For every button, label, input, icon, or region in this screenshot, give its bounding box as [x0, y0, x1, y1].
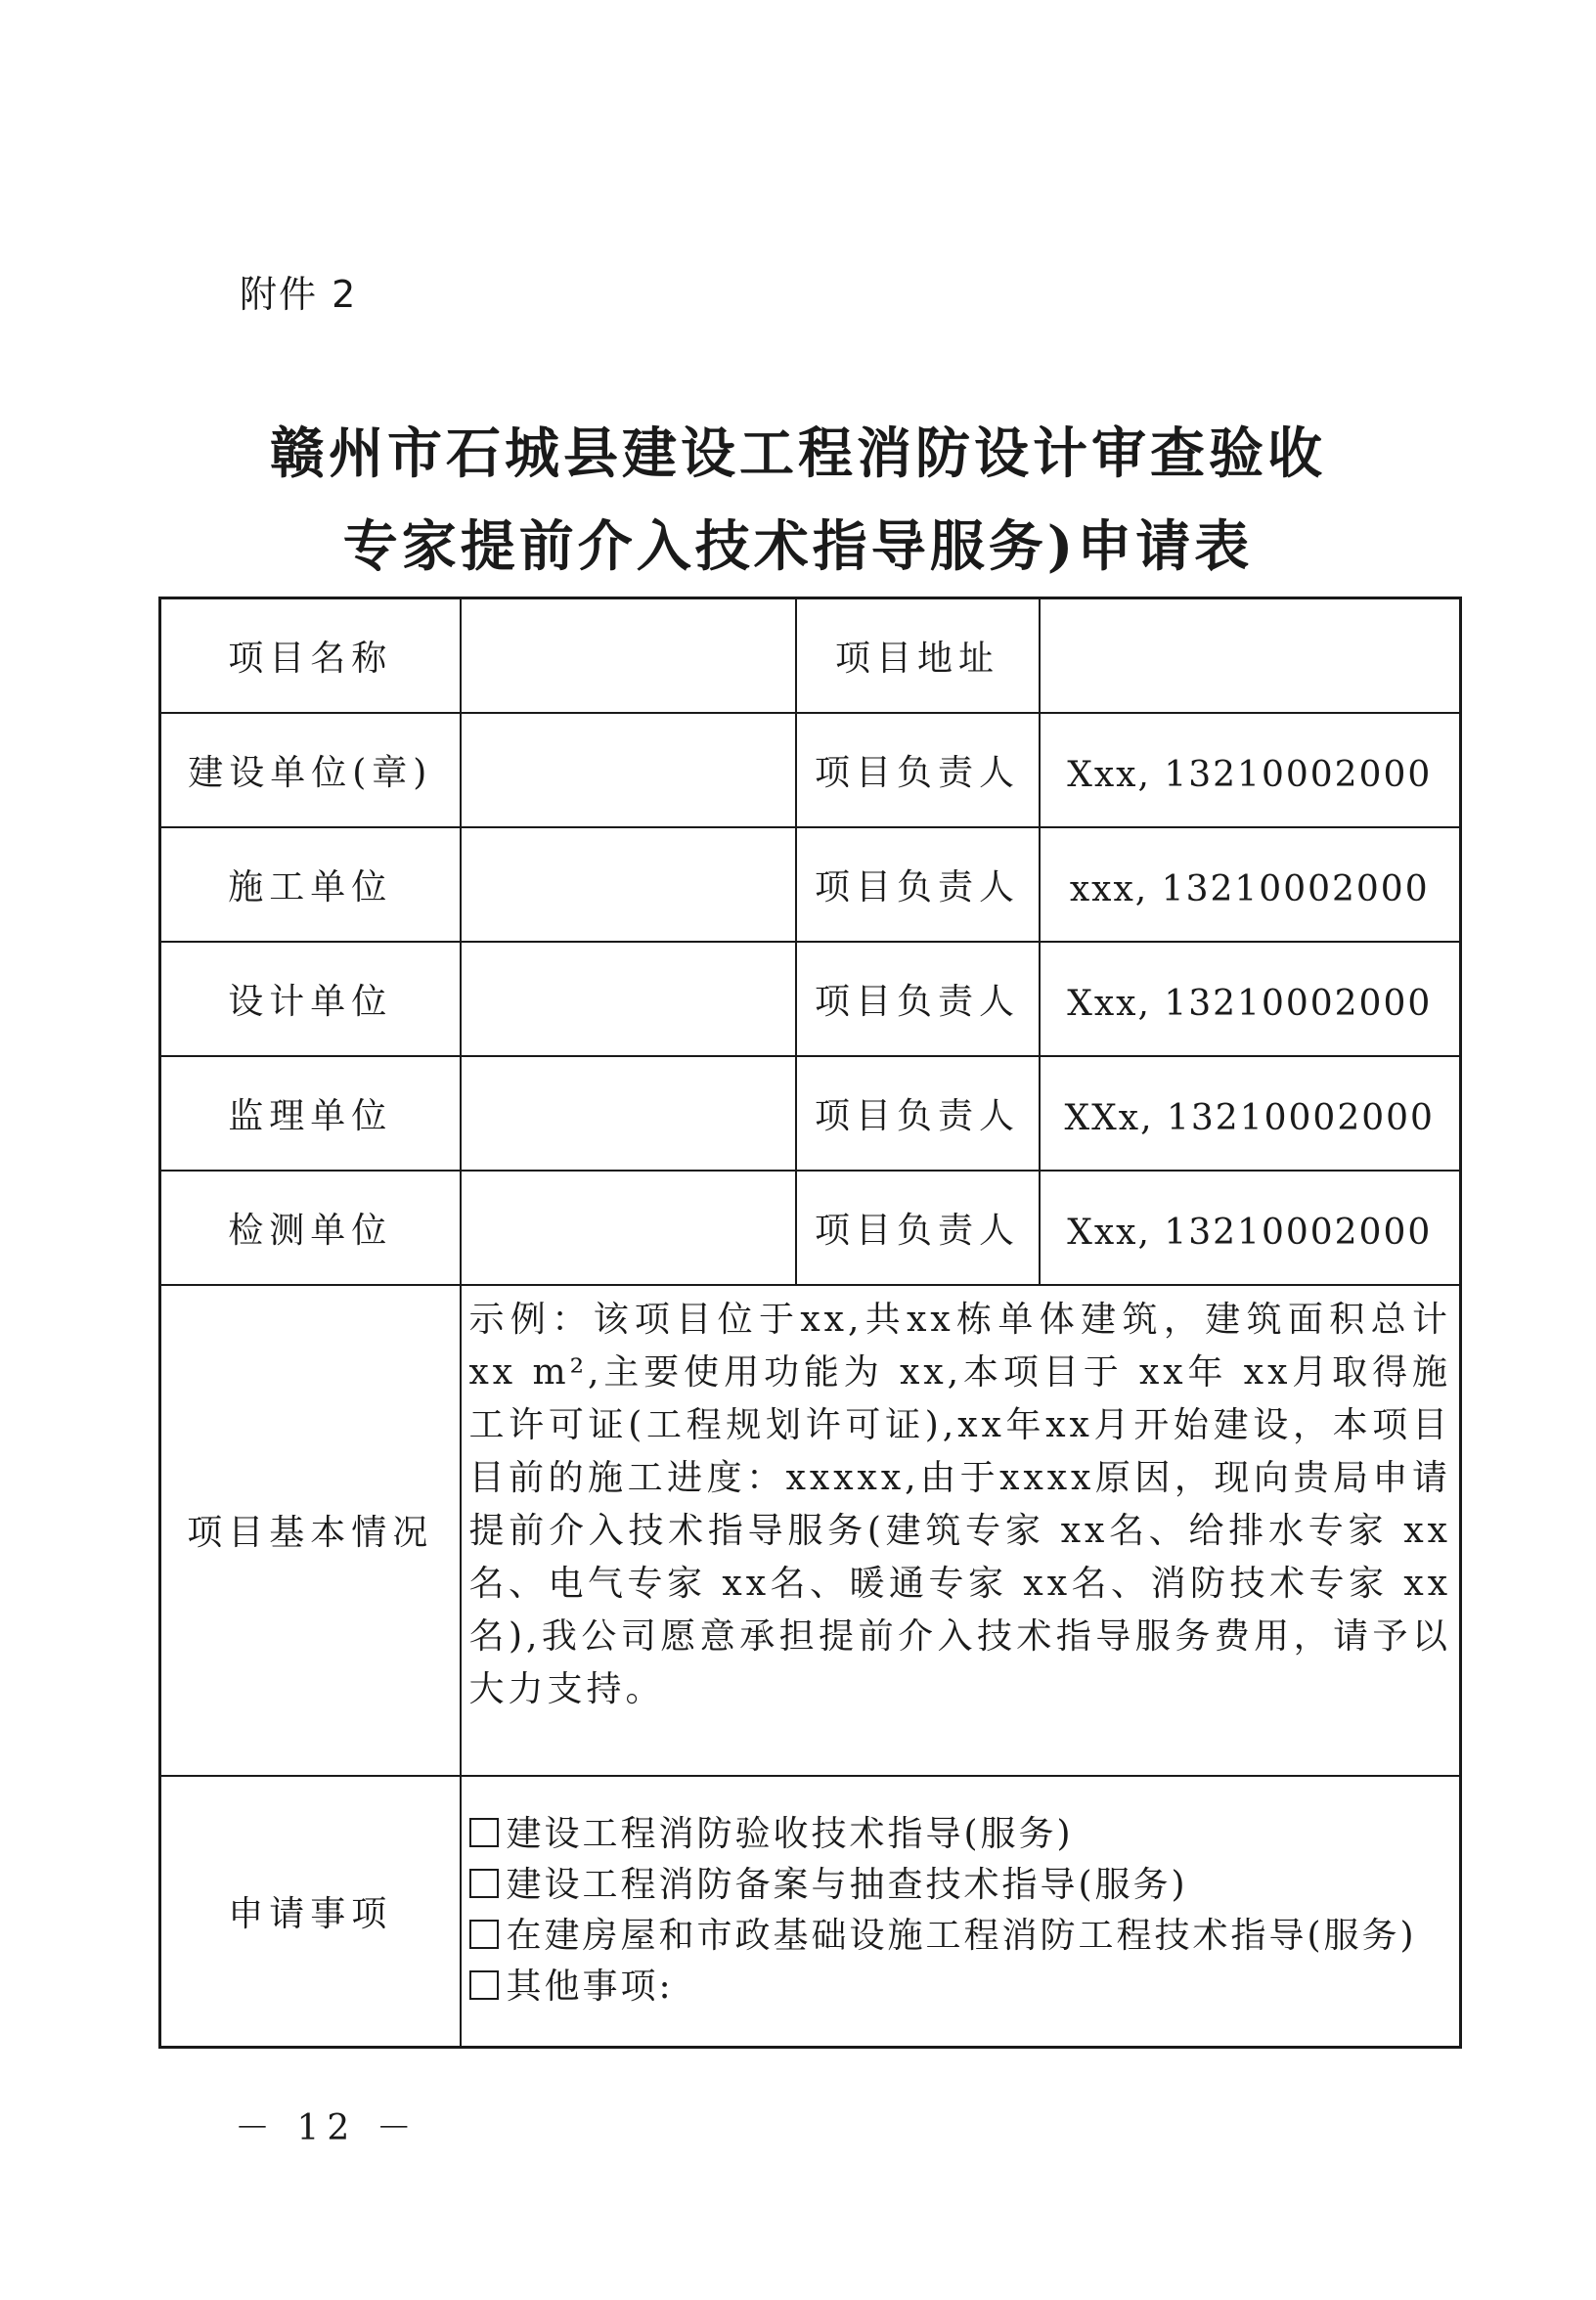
unit-field[interactable] — [461, 713, 796, 827]
page-number: － 12 － — [235, 2108, 420, 2148]
checkbox-icon[interactable] — [469, 1920, 499, 1949]
apply-item[interactable] — [469, 1962, 1452, 2012]
table-row — [160, 713, 1461, 827]
apply-item-label: 在建房屋和市政基础设施工程消防工程技术指导(服务) — [506, 1916, 1417, 1957]
apply-item[interactable] — [469, 1860, 1452, 1911]
checkbox-icon[interactable] — [469, 1869, 499, 1898]
attachment-label: 附件 2 — [240, 273, 358, 316]
apply-item-label: 建设工程消防备案与抽查技术指导(服务) — [506, 1865, 1188, 1906]
unit-field[interactable] — [461, 942, 796, 1056]
table-row — [160, 1056, 1461, 1171]
person-in-charge-field[interactable]: xxx, 13210002000 — [1040, 827, 1461, 942]
unit-label: 监理单位 — [160, 1056, 461, 1171]
unit-label: 建设单位(章) — [160, 713, 461, 827]
basic-info-label: 项目基本情况 — [160, 1285, 461, 1776]
table-row — [160, 827, 1461, 942]
apply-item-label: 建设工程消防验收技术指导(服务) — [506, 1814, 1074, 1855]
table-row — [160, 1776, 1461, 2048]
project-address-field[interactable] — [1040, 598, 1461, 713]
unit-label: 施工单位 — [160, 827, 461, 942]
unit-field[interactable] — [461, 1056, 796, 1171]
form-title-line-1: 赣州市石城县建设工程消防设计审查验收 — [270, 421, 1326, 486]
checkbox-icon[interactable] — [469, 1818, 499, 1847]
apply-items-list — [461, 1776, 1461, 2048]
person-in-charge-label: 项目负责人 — [796, 713, 1040, 827]
person-in-charge-field[interactable]: Xxx, 13210002000 — [1040, 713, 1461, 827]
table-row — [160, 598, 1461, 713]
apply-item[interactable] — [469, 1809, 1452, 1860]
person-in-charge-field[interactable]: Xxx, 13210002000 — [1040, 942, 1461, 1056]
person-in-charge-field[interactable]: Xxx, 13210002000 — [1040, 1171, 1461, 1285]
application-form-table — [158, 597, 1462, 2049]
unit-label: 设计单位 — [160, 942, 461, 1056]
apply-item[interactable] — [469, 1911, 1452, 1962]
project-name-field[interactable] — [461, 598, 796, 713]
unit-field[interactable] — [461, 827, 796, 942]
person-in-charge-label: 项目负责人 — [796, 827, 1040, 942]
form-title-line-2: 专家提前介入技术指导服务)申请表 — [342, 514, 1254, 579]
person-in-charge-label: 项目负责人 — [796, 942, 1040, 1056]
unit-label: 检测单位 — [160, 1171, 461, 1285]
person-in-charge-label: 项目负责人 — [796, 1056, 1040, 1171]
apply-item-label: 其他事项: — [506, 1967, 674, 2008]
table-row — [160, 942, 1461, 1056]
checkbox-icon[interactable] — [469, 1970, 499, 2000]
person-in-charge-field[interactable]: XXx, 13210002000 — [1040, 1056, 1461, 1171]
project-name-label: 项目名称 — [160, 598, 461, 713]
project-address-label: 项目地址 — [796, 598, 1040, 713]
unit-field[interactable] — [461, 1171, 796, 1285]
basic-info-field[interactable]: 示例：该项目位于xx,共xx栋单体建筑，建筑面积总计 xx m²,主要使用功能为 xx,本项目于 xx年 xx月取得施工许可证(工程规划许可证),xx年xx月开始建设，本项目目前的施工进度：xxxxx,由于xxxx原因，现向贵局申请 提前介入技术指导服务(建筑专家 xx名、给排水专家 xx 名、电气专家 xx名、暖通专家 xx名、消防技术专家 xx 名),我公司愿意承担提前介入技术指导服务费用，请予以大力支持。 — [461, 1285, 1461, 1776]
person-in-charge-label: 项目负责人 — [796, 1171, 1040, 1285]
table-row — [160, 1285, 1461, 1776]
apply-items-label: 申请事项 — [160, 1776, 461, 2048]
table-row — [160, 1171, 1461, 1285]
